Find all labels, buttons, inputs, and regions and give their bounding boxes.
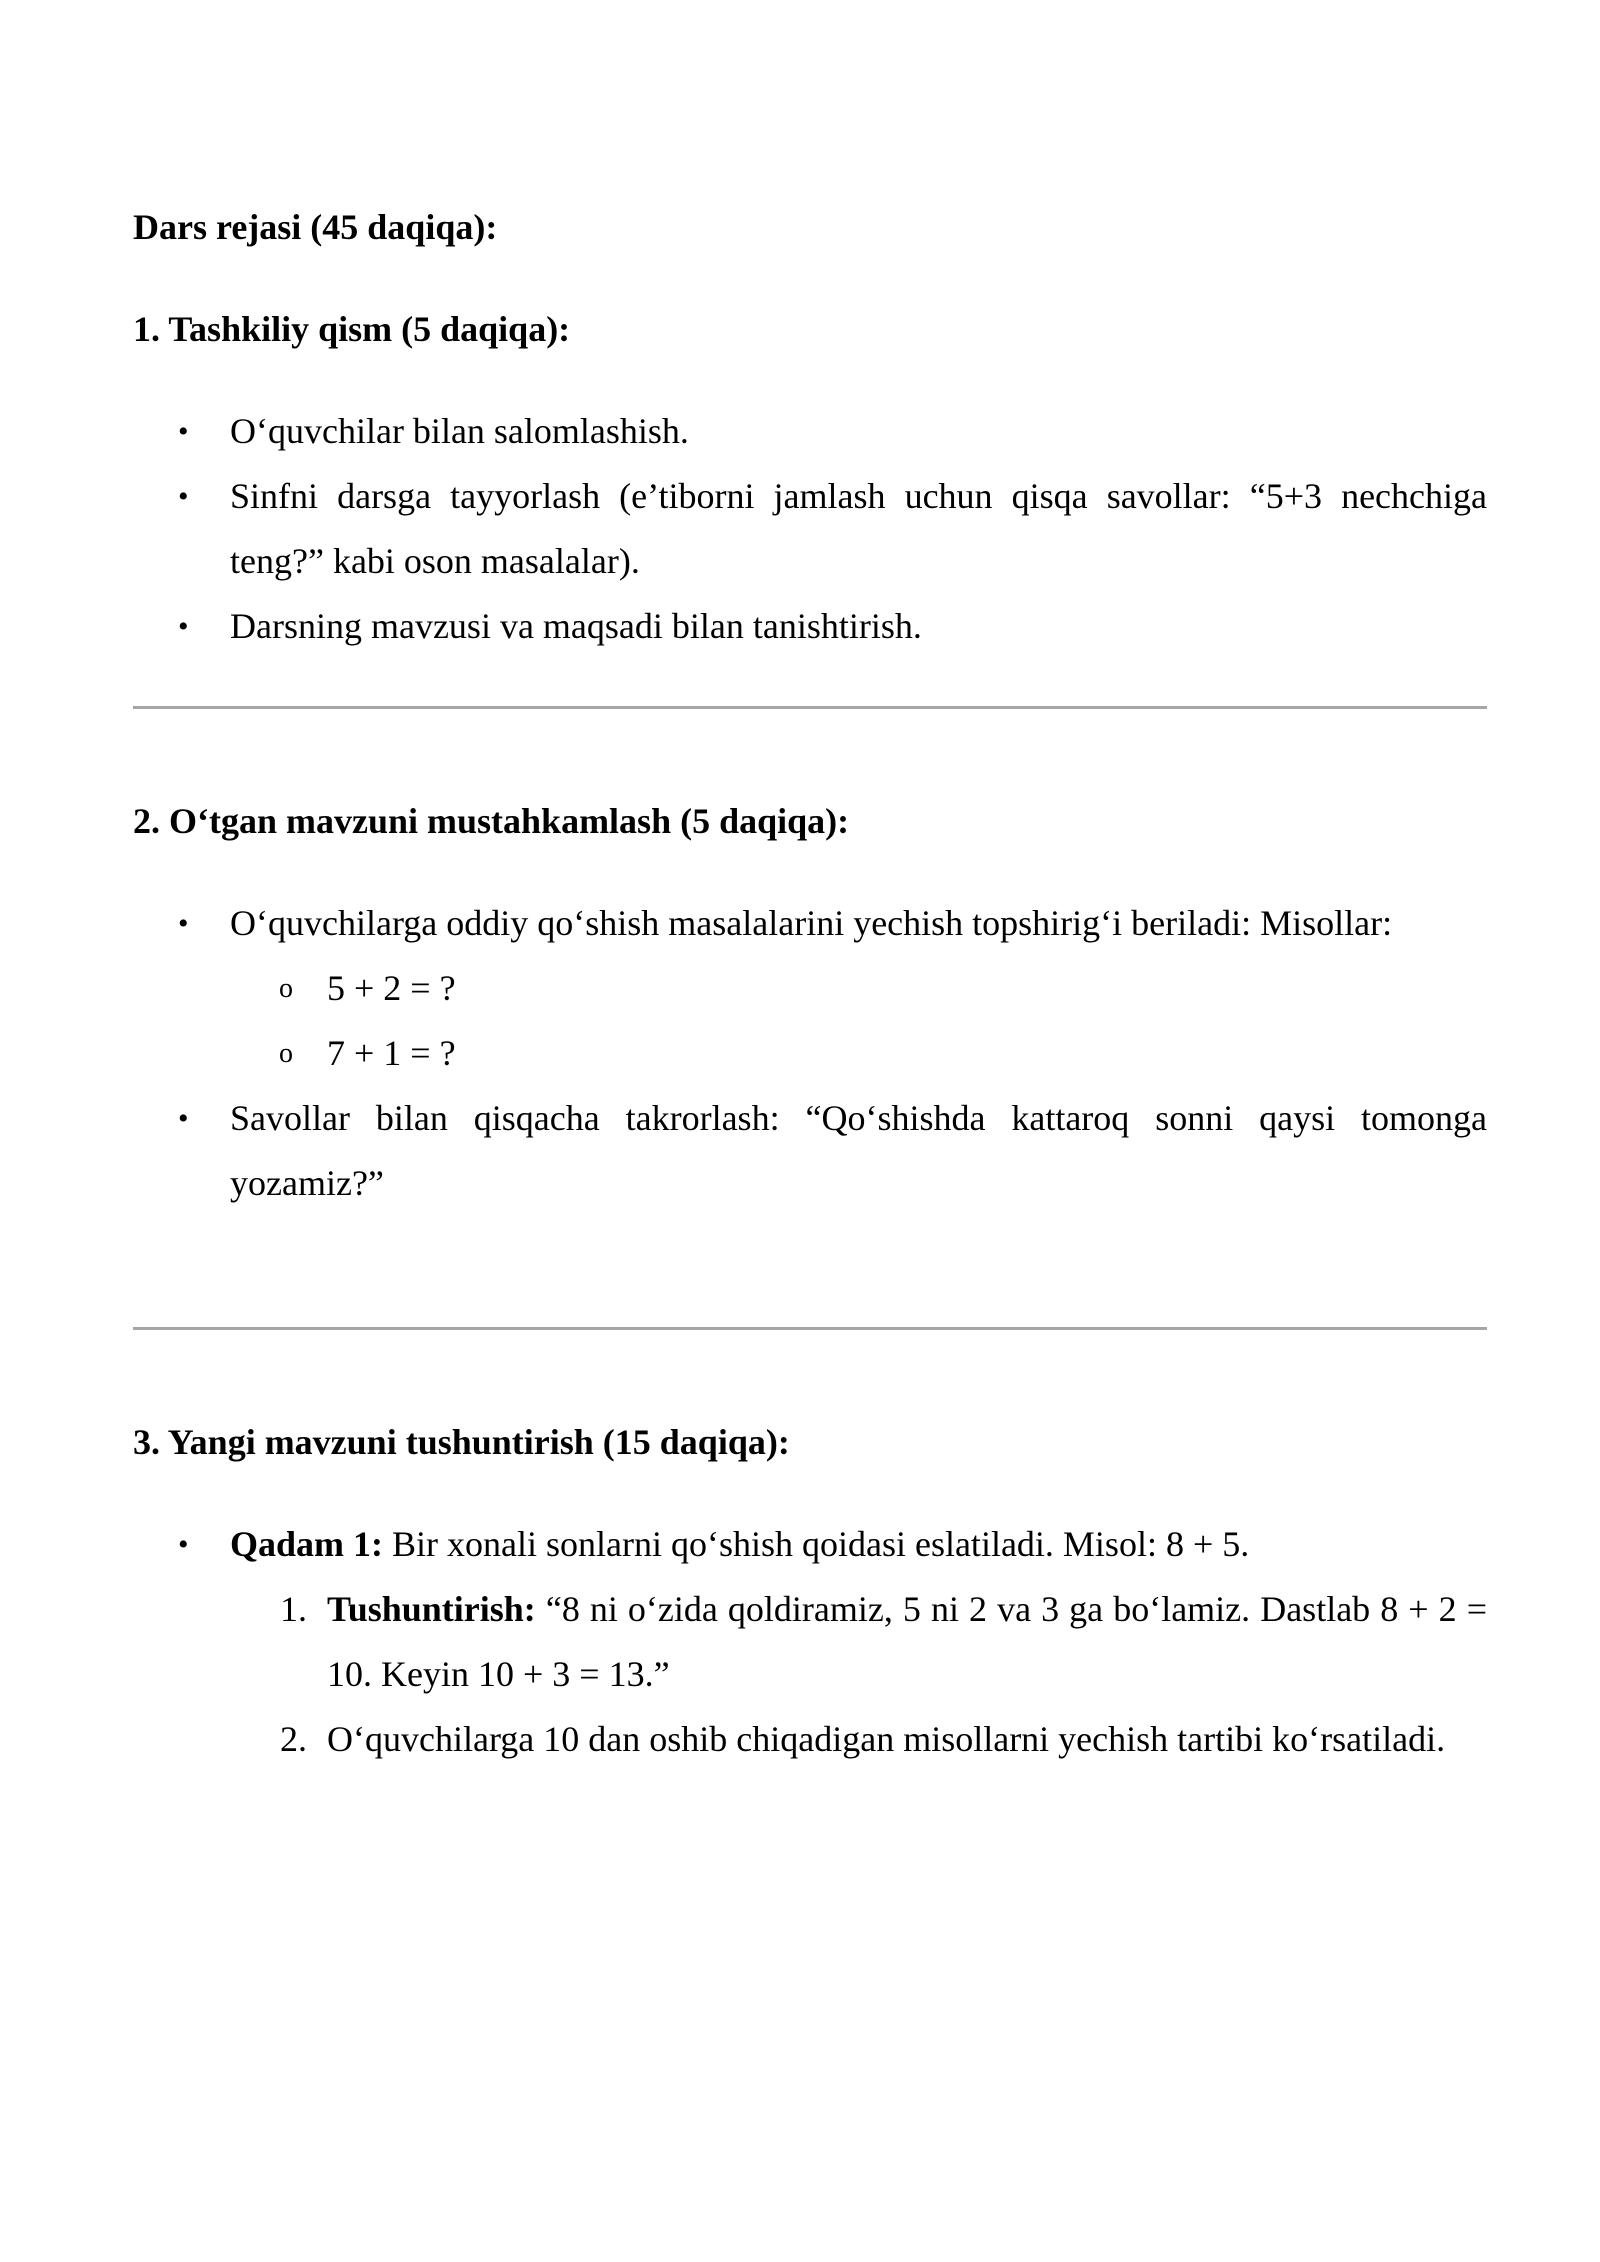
section-3-heading: 3. Yangi mavzuni tushuntirish (15 daqiqa): (133, 1422, 790, 1462)
bullet-icon: • (178, 1102, 189, 1135)
section-divider (133, 706, 1487, 709)
section-2-heading: 2. O‘tgan mavzuni mustahkamlash (5 daqiqa): (133, 801, 850, 841)
list-item (0, 1086, 1487, 1216)
sub-list-item (0, 1021, 1487, 1086)
list-item (0, 594, 1487, 659)
list-item-text: Sinfni darsga tayyorlash (e’tiborni jamlash uchun qisqa savollar: “5+3 nechchiga teng?” kabi oson masalalar). (230, 476, 1487, 581)
bullet-icon: • (178, 907, 189, 940)
sub-list-item (0, 956, 1487, 1021)
section-1-heading: 1. Tashkiliy qism (5 daqiqa): (133, 309, 571, 349)
bullet-icon: • (178, 480, 189, 513)
item-number: 2. (280, 1719, 307, 1759)
circle-bullet-icon: o (279, 1038, 293, 1069)
section-1-list (0, 399, 1487, 659)
list-item (0, 464, 1487, 594)
bullet-icon: • (178, 610, 189, 643)
list-item (0, 399, 1487, 464)
substep-text: O‘quvchilarga 10 dan oshib chiqadigan misollarni yechish tartibi ko‘rsatiladi. (327, 1719, 1446, 1759)
example-text: 7 + 1 = ? (327, 1033, 456, 1073)
section-divider (133, 1327, 1487, 1330)
example-text: 5 + 2 = ? (327, 968, 456, 1008)
list-item-text: O‘quvchilarga oddiy qo‘shish masalalarini yechish topshirig‘i beriladi: Misollar: (230, 903, 1393, 943)
list-item (0, 891, 1487, 956)
list-item (0, 1512, 1487, 1577)
substep-label: Tushuntirish: (327, 1589, 536, 1629)
numbered-item (0, 1707, 1487, 1772)
circle-bullet-icon: o (279, 973, 293, 1004)
section-3-list (0, 1512, 1487, 1772)
numbered-item (0, 1577, 1487, 1707)
step-label: Qadam 1: (230, 1524, 383, 1564)
step-text: Bir xonali sonlarni qo‘shish qoidasi eslatiladi. Misol: 8 + 5. (383, 1524, 1250, 1564)
substep-text: “8 ni o‘zida qoldiramiz, 5 ni 2 va 3 ga bo‘lamiz. Dastlab 8 + 2 = 10. Keyin 10 + 3 = 13.” (327, 1589, 1487, 1694)
list-item-text: O‘quvchilar bilan salomlashish. (230, 411, 689, 451)
item-number: 1. (280, 1589, 307, 1629)
bullet-icon: • (178, 415, 189, 448)
list-item-text: Savollar bilan qisqacha takrorlash: “Qo‘shishda kattaroq sonni qaysi tomonga yozamiz?” (230, 1098, 1487, 1203)
bullet-icon: • (178, 1528, 189, 1561)
list-item-text: Darsning mavzusi va maqsadi bilan tanishtirish. (230, 606, 922, 646)
document-title: Dars rejasi (45 daqiqa): (133, 207, 498, 247)
section-2-list (0, 891, 1487, 1216)
